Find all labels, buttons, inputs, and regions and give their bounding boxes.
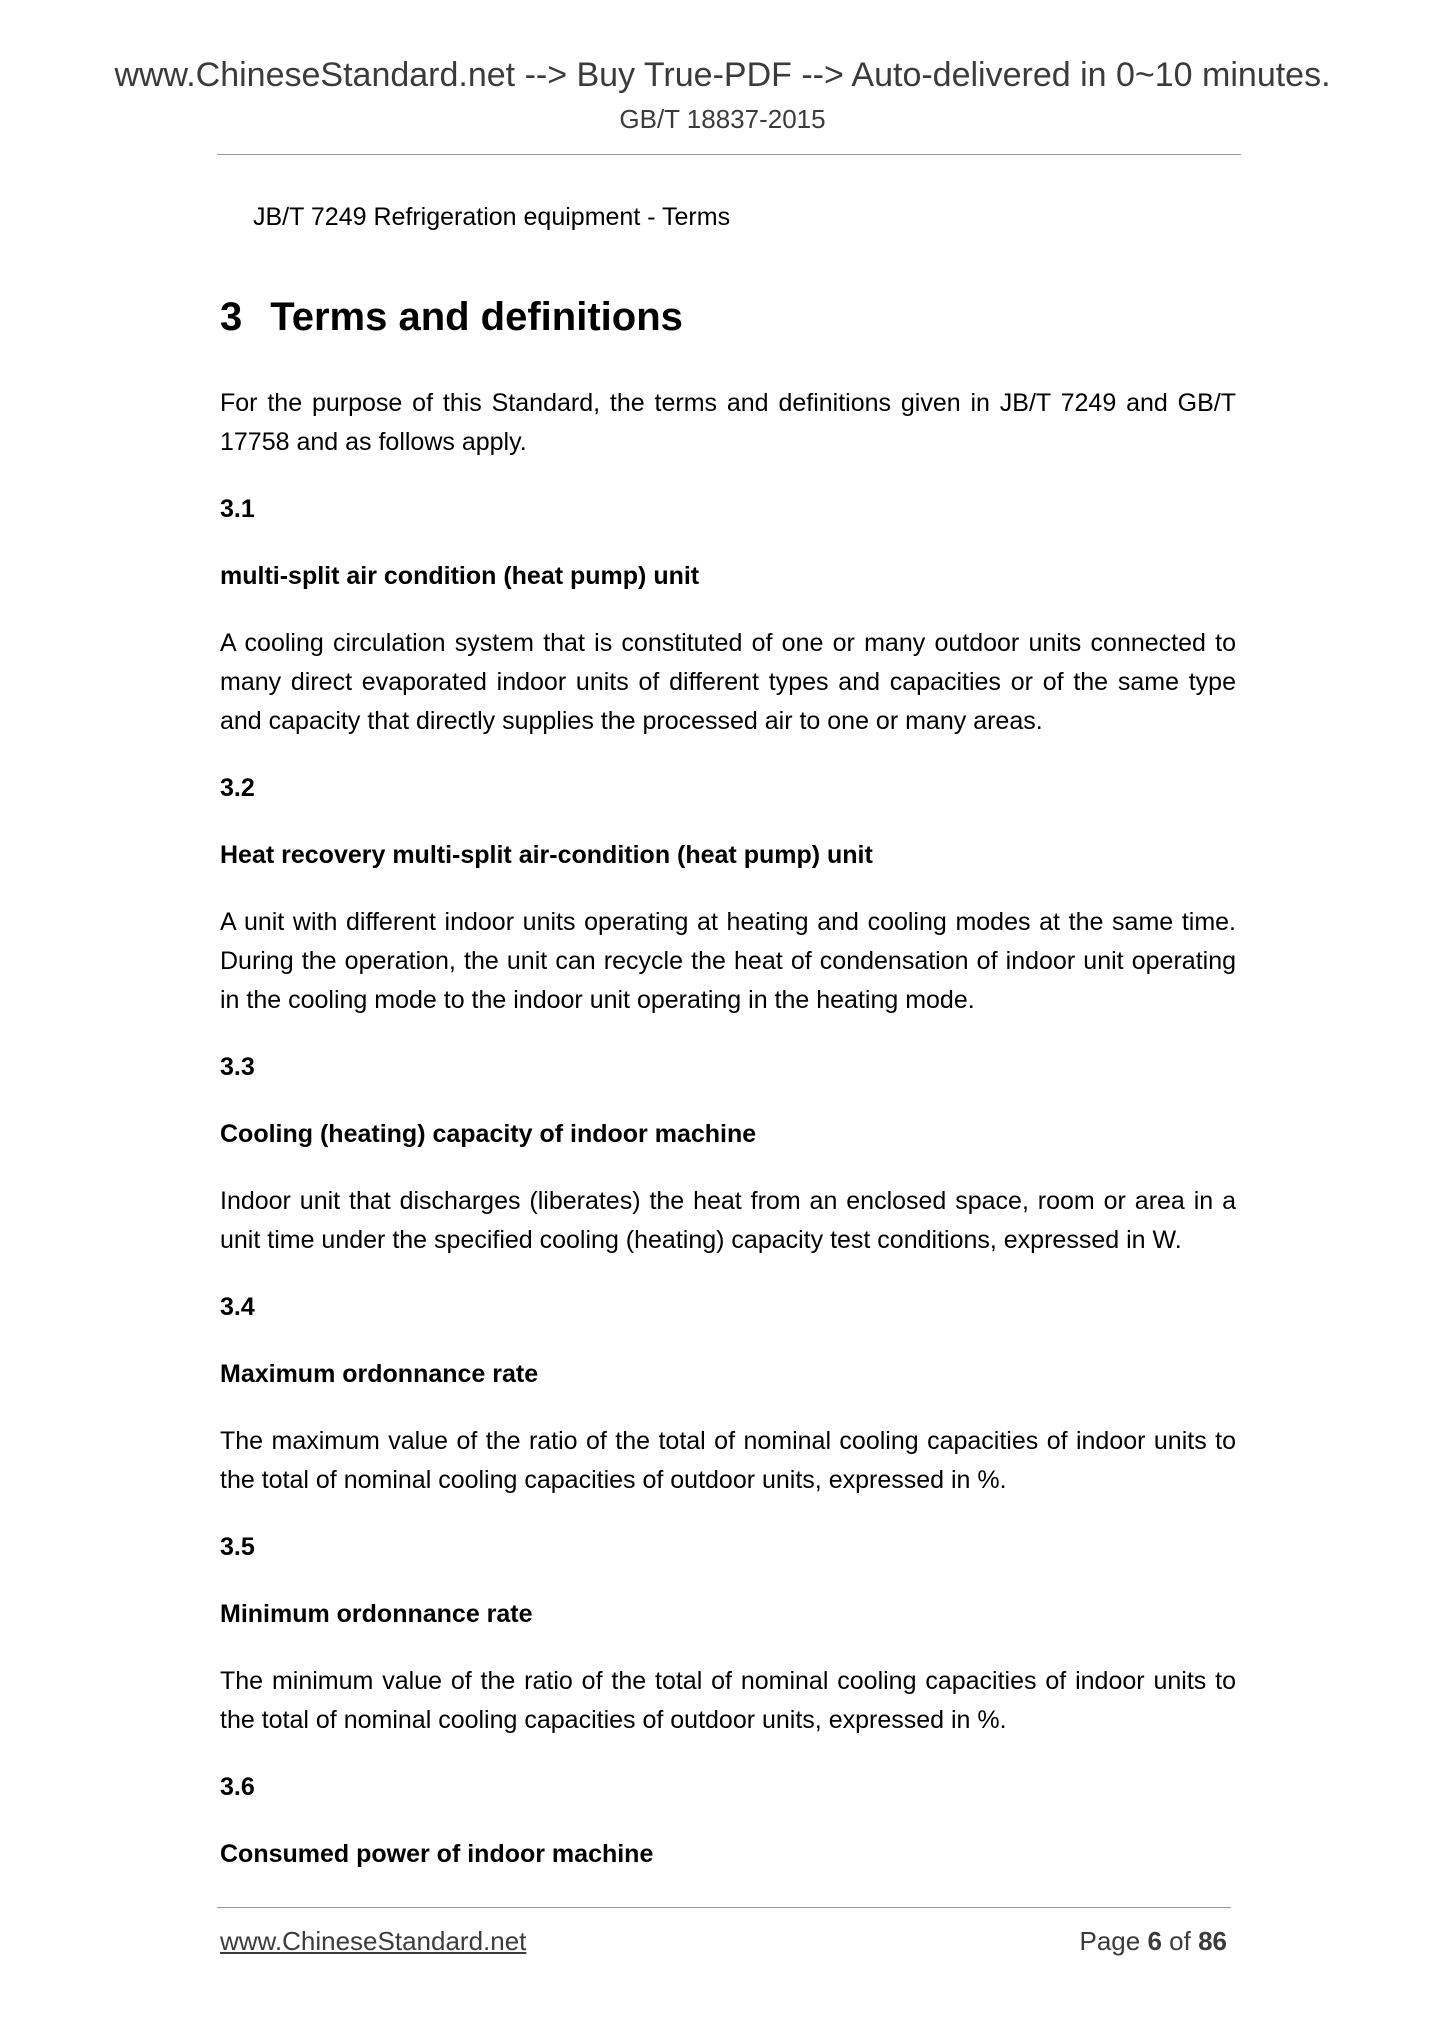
footer-divider	[217, 1907, 1231, 1908]
page-current: 6	[1147, 1926, 1162, 1956]
page-prefix: Page	[1079, 1926, 1141, 1956]
clause-number: 3.3	[220, 1053, 255, 1081]
section-number: 3	[220, 295, 243, 339]
term-title: Cooling (heating) capacity of indoor machine	[220, 1120, 757, 1148]
clause-number: 3.1	[220, 495, 255, 523]
section-title: Terms and definitions	[270, 295, 683, 339]
section-heading	[220, 292, 1236, 342]
clause-number: 3.4	[220, 1293, 255, 1321]
page-total: 86	[1198, 1926, 1227, 1956]
term-title: Maximum ordonnance rate	[220, 1360, 539, 1388]
clause-number: 3.5	[220, 1533, 255, 1561]
footer-site-link[interactable]: www.ChineseStandard.net	[220, 1926, 527, 1956]
term-definition: A unit with different indoor units operating at heating and cooling modes at the same time. During the operation, the unit can recycle the heat of condensation of indoor unit operating in the cooling mode to the indoor unit operating in the heating mode.	[220, 908, 1236, 1014]
term-title: Consumed power of indoor machine	[220, 1840, 654, 1868]
term-title: multi-split air condition (heat pump) unit	[220, 562, 700, 590]
page-number	[1079, 1926, 1227, 1957]
normative-reference: JB/T 7249 Refrigeration equipment - Terms	[253, 203, 731, 231]
term-definition: The maximum value of the ratio of the total of nominal cooling capacities of indoor units to the total of nominal cooling capacities of outdoor units, expressed in %.	[220, 1427, 1236, 1494]
standard-code: GB/T 18837-2015	[619, 104, 826, 134]
header-divider	[217, 154, 1241, 155]
term-title: Heat recovery multi-split air-condition (heat pump) unit	[220, 841, 873, 869]
page-body	[220, 292, 1236, 1902]
term-definition: A cooling circulation system that is constituted of one or many outdoor units connected to many direct evaporated indoor units of different types and capacities or of the same type and capacity that directly supplies the processed air to one or many areas.	[220, 629, 1236, 735]
term-title: Minimum ordonnance rate	[220, 1600, 533, 1628]
page-of: of	[1169, 1926, 1191, 1956]
term-definition: Indoor unit that discharges (liberates) the heat from an enclosed space, room or area in a unit time under the specified cooling (heating) capacity test conditions, expressed in W.	[220, 1187, 1236, 1254]
clause-number: 3.2	[220, 774, 255, 802]
clause-number: 3.6	[220, 1773, 255, 1801]
section-intro: For the purpose of this Standard, the terms and definitions given in JB/T 7249 and GB/T 17758 and as follows apply.	[220, 389, 1236, 456]
term-definition: The minimum value of the ratio of the total of nominal cooling capacities of indoor units to the total of nominal cooling capacities of outdoor units, expressed in %.	[220, 1667, 1236, 1734]
top-banner: www.ChineseStandard.net --> Buy True-PDF --> Auto-delivered in 0~10 minutes.	[114, 56, 1331, 94]
